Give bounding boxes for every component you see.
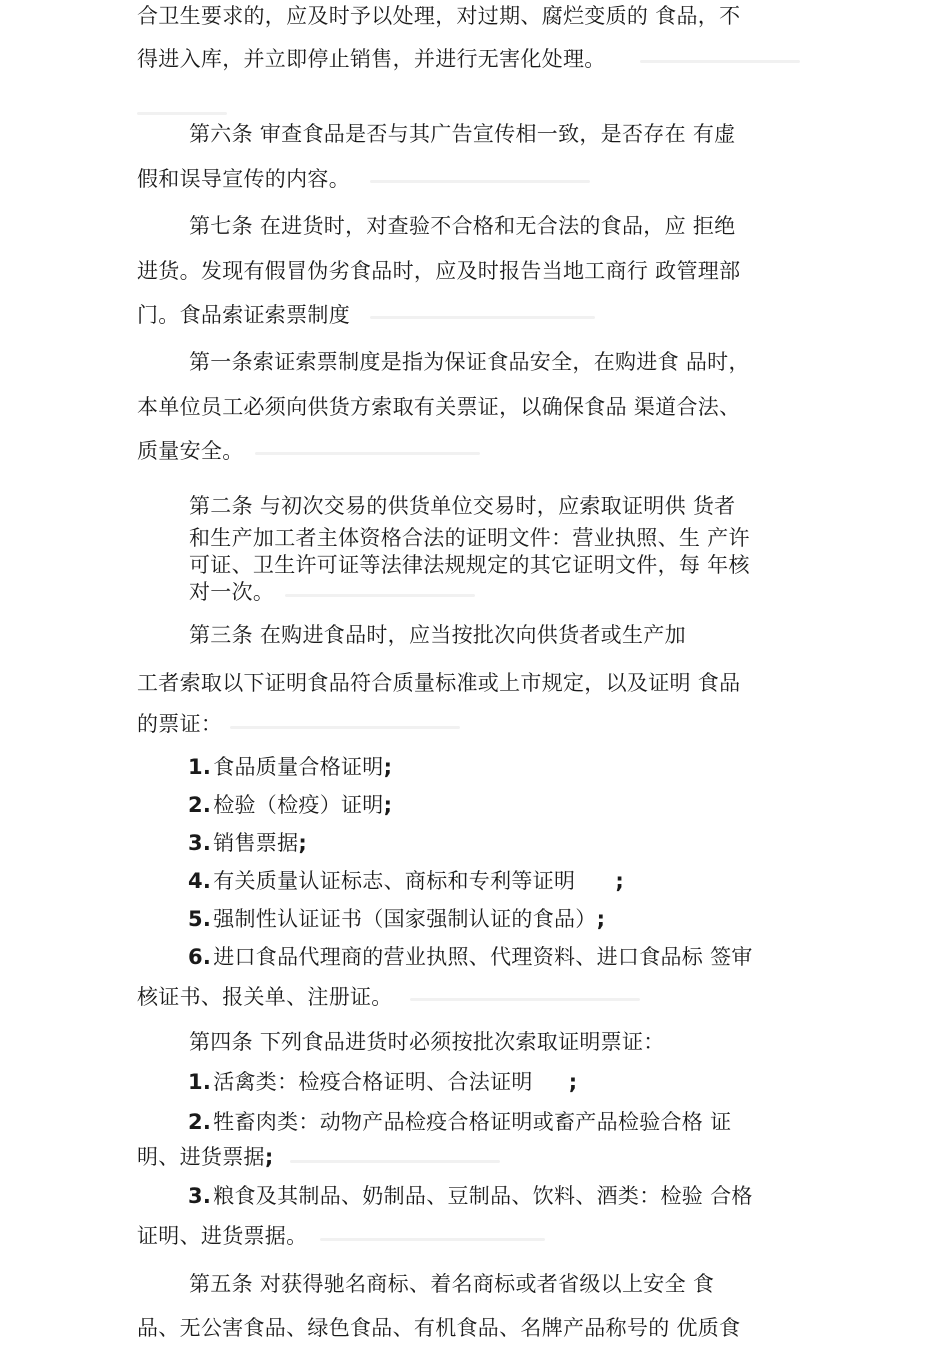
list-text: 粮食及其制品、奶制品、豆制品、饮料、酒类：检验 合格 [213,1184,753,1208]
article-7-line: 第七条 在进货时，对查验不合格和无合法的食品，应 拒绝 [189,214,736,238]
article-1-line: 第一条索证索票制度是指为保证食品安全，在购进食 品时， [189,350,750,374]
list-text: 牲畜肉类：动物产品检疫合格证明或畜产品检验合格 证 [213,1110,732,1134]
list-continuation: 核证书、报关单、注册证。 [137,985,393,1009]
article-5-line: 第五条 对获得驰名商标、着名商标或者省级以上安全 食 [189,1272,715,1296]
list-text: 检验（检疫）证明 [213,793,384,817]
article-5-line: 品、无公害食品、绿色食品、有机食品、名牌产品称号的 优质食 [137,1316,741,1340]
list-text: 明、进货票据 [137,1145,265,1169]
article-2-line: 可证、卫生许可证等法律法规规定的其它证明文件，每 年核 [189,553,750,577]
list-item [188,867,624,895]
list-number: 4. [188,869,212,893]
faint-watermark [370,316,595,319]
faint-watermark [410,998,640,1001]
list-item [188,791,392,819]
list-semicolon: ; [596,907,606,931]
list-text: 强制性认证证书（国家强制认证的食品） [213,907,597,931]
list-semicolon: ; [568,1070,578,1094]
article-3-line: 的票证： [137,712,223,736]
faint-watermark [370,180,590,183]
article-2-line: 对一次。 [189,580,275,604]
article-6-line: 第六条 审查食品是否与其广告宣传相一致，是否存在 有虚 [189,122,736,146]
list-item [188,943,753,971]
list-number: 6. [188,945,212,969]
list-number: 1. [188,1070,212,1094]
list-item [188,753,392,781]
article-2-line: 第二条 与初次交易的供货单位交易时，应索取证明供 货者 [189,494,736,518]
faint-watermark [290,1160,500,1163]
list-item [188,1068,577,1096]
list-item [188,1108,731,1136]
article-1-line: 质量安全。 [137,439,244,463]
faint-watermark [285,594,475,597]
article-7-line: 门。食品索证索票制度 [137,303,350,327]
faint-watermark [640,60,800,63]
list-number: 2. [188,1110,212,1134]
text-line: 合卫生要求的，应及时予以处理，对过期、腐烂变质的 食品，不 [137,4,741,28]
faint-watermark [230,726,460,729]
list-number: 5. [188,907,212,931]
list-number: 3. [188,1184,212,1208]
list-continuation [137,1143,274,1171]
list-continuation: 证明、进货票据。 [137,1224,308,1248]
list-semicolon: ; [383,793,393,817]
list-text: 食品质量合格证明 [213,755,384,779]
list-item [188,1182,753,1210]
article-2-line: 和生产加工者主体资格合法的证明文件：营业执照、生 产许 [189,526,750,550]
list-item [188,905,605,933]
list-item [188,829,307,857]
list-semicolon: ; [264,1145,274,1169]
article-6-line: 假和误导宣传的内容。 [137,167,350,191]
text-line: 得进入库，并立即停止销售，并进行无害化处理。 [137,47,606,71]
list-number: 2. [188,793,212,817]
article-3-line: 第三条 在购进食品时，应当按批次向供货者或生产加 [189,623,686,647]
list-text: 进口食品代理商的营业执照、代理资料、进口食品标 签审 [213,945,753,969]
list-semicolon: ; [298,831,308,855]
list-text: 销售票据 [213,831,299,855]
faint-watermark [320,1238,545,1241]
faint-watermark [137,112,227,115]
article-7-line: 进货。发现有假冒伪劣食品时，应及时报告当地工商行 政管理部 [137,259,741,283]
list-text: 有关质量认证标志、商标和专利等证明 [213,869,576,893]
faint-watermark [255,452,480,455]
article-1-line: 本单位员工必须向供货方索取有关票证，以确保食品 渠道合法、 [137,395,741,419]
list-semicolon: ; [383,755,393,779]
article-3-line: 工者索取以下证明食品符合质量标准或上市规定，以及证明 食品 [137,671,741,695]
list-text: 活禽类：检疫合格证明、合法证明 [213,1070,533,1094]
list-number: 1. [188,755,212,779]
list-semicolon: ; [615,869,625,893]
article-4-line: 第四条 下列食品进货时必须按批次索取证明票证： [189,1030,665,1054]
list-number: 3. [188,831,212,855]
